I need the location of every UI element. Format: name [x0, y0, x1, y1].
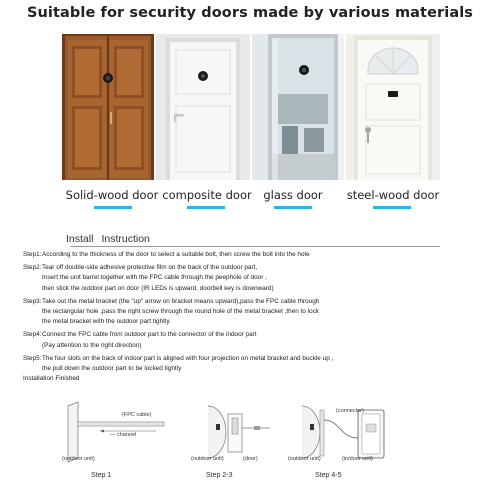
glass-door-image [252, 34, 344, 180]
fpc-cable-label: (FPC cable) [122, 412, 152, 418]
install-title-word: Install [66, 233, 94, 245]
caption-step1: Step 1 [91, 472, 112, 479]
steel-wood-underline [373, 206, 411, 209]
outdoor-unit-label-2: (outdoor unit) [191, 456, 224, 462]
outdoor-unit-label-3: (outdoor unit) [288, 456, 321, 462]
step5-line: Step5:The four slots on the back of indoor part is aligned with four projection on metal bracket and buckle up , [23, 354, 334, 362]
door-label-diagram: (door) [243, 456, 258, 462]
step3-line-3: the metal bracket with the outdoor part tightly. [42, 318, 171, 326]
indoor-unit-label: (in/door unit) [342, 456, 373, 462]
fpc-cable-hint: — channel [110, 432, 137, 438]
step2-line-2: Insert the unit barrel together with the FPC cable through the peephole of door , [42, 274, 267, 282]
outdoor-unit-label-1: (outdoor unit) [62, 456, 95, 462]
step4-line: Step4:Connect the FPC cable from outdoor part to the connector of the indoor part [23, 331, 257, 339]
composite-door-image [156, 34, 250, 180]
step2-line: Step2:Tear off double-side adhesive protective film on the back of the outdoor part, [23, 264, 258, 272]
solid-wood-door-image [62, 34, 154, 180]
step1-line: Step1:According to the thickness of the door to select a suitable bolt, then screw the bolt into the hole [23, 251, 310, 258]
steel-wood-door-label: steel-wood door [346, 188, 440, 202]
install-instruction-title [66, 233, 150, 245]
composite-door-label: composite door [162, 188, 252, 202]
door-photo-strip [62, 34, 440, 180]
solid-wood-door-label: Solid-wood door [65, 188, 159, 202]
composite-underline [187, 206, 225, 209]
connector-label: (connector) [336, 408, 364, 414]
glass-underline [274, 206, 312, 209]
step2-3-diagram [191, 406, 270, 462]
step2-line-3: then stick the outdoor part on door (IR LEDs is upward, doorbell key is downward) [42, 284, 274, 292]
solid-wood-underline [94, 206, 132, 209]
step5-line-2: the pull down the outdoor part to be locked tightly [42, 365, 182, 373]
step1-diagram [62, 402, 164, 462]
glass-door-label: glass door [263, 188, 323, 202]
install-steps [23, 250, 493, 384]
caption-step4-5: Step 4-5 [315, 472, 342, 479]
installation-diagram [40, 400, 460, 465]
step3-line-2: the rectangular hole ,pass the right screw through the round hole of the metal bracket ,then to lock [42, 308, 320, 316]
step3-line: Step3:Take out the metal bracket (the "up" arrow on bracket means upward),pass the FPC cable through [23, 297, 320, 305]
installation-finished: Installation Finished [23, 375, 80, 383]
page-headline: Suitable for security doors made by various materials [26, 5, 474, 21]
step4-line-2: (Pay attention to the right direction) [42, 341, 142, 349]
install-divider [70, 246, 440, 247]
steel-wood-door-image [346, 34, 440, 180]
instruction-title-word: Instruction [101, 233, 150, 245]
caption-step2-3: Step 2-3 [206, 472, 233, 479]
step4-5-diagram [288, 406, 384, 462]
